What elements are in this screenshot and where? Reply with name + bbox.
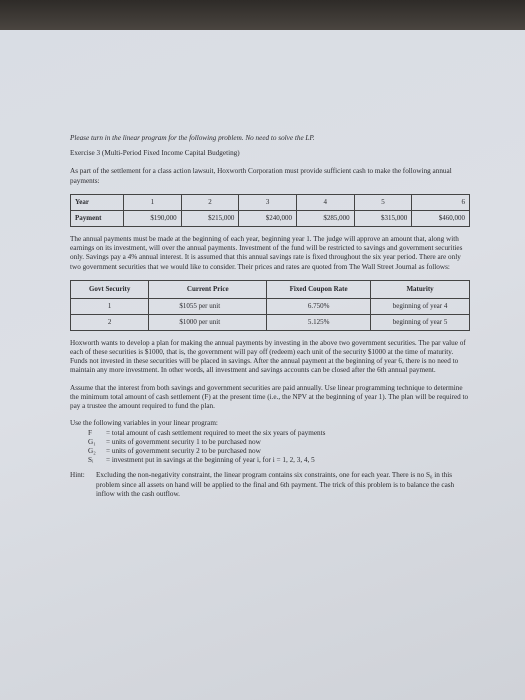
- price-cell: $1000 per unit: [149, 314, 267, 330]
- instructions-text: Please turn in the linear program for the following problem. No need to solve the LP.: [70, 134, 315, 142]
- column-header: Govt Security: [71, 280, 149, 298]
- variable-symbol: F: [88, 428, 92, 437]
- variable-symbol: G₁: [88, 437, 96, 446]
- security-cell: 1: [71, 298, 149, 314]
- payment-header: Payment: [71, 210, 124, 226]
- maturity-cell: beginning of year 4: [371, 298, 470, 314]
- table-row: [71, 314, 470, 330]
- payment-rules-paragraph: The annual payments must be made at the beginning of each year, beginning year 1. The judge will approve an amount that, along with earnings on its investment, will over the annual payments. Investment of the fund will be restricted to savings and government securities only. Savings pay a 4% annual interest. It is assumed that this annual savings rate is fixed throughout the six year period. There are only two government securities that we would like to consider. Their prices and rates are quoted from The Wall Street Journal as follows:: [70, 234, 463, 271]
- year-cell: 6: [412, 194, 470, 210]
- year-cell: 4: [296, 194, 354, 210]
- payment-cell: $315,000: [354, 210, 412, 226]
- variable-desc: = units of government security 2 to be purchased now: [106, 446, 261, 455]
- payment-cell: $215,000: [181, 210, 239, 226]
- year-cell: 3: [239, 194, 297, 210]
- payments-table: [70, 194, 470, 227]
- hint-block: [70, 471, 470, 499]
- table-row: [71, 210, 470, 226]
- year-cell: 1: [124, 194, 182, 210]
- list-item: [88, 456, 470, 465]
- assumption-paragraph: Assume that the interest from both savings and government securities are paid annually. Use linear programming technique to determine the minimum total amount of cash settlement (F) at the present time (i.e., the NPV at the beginning of year 1). The plan will be required to pay a trustee the amount required to fund the plan.: [70, 383, 469, 411]
- hint-label: Hint:: [70, 471, 85, 480]
- variables-intro: Use the following variables in your linear program:: [70, 419, 218, 428]
- list-item: [88, 429, 470, 438]
- payment-cell: $460,000: [412, 210, 470, 226]
- background-shadow: [0, 0, 525, 30]
- payment-cell: $285,000: [296, 210, 354, 226]
- coupon-cell: 5.125%: [267, 314, 371, 330]
- hint-text: Excluding the non-negativity constraint, the linear program contains six constraints, one for each year. There is no S₆ in this problem since all assets on hand will be applied to the final and 6th payment. The trick of this problem is to balance the cash inflow with the cash outflow.: [96, 471, 455, 498]
- variable-desc: = investment put in savings at the beginning of year i, for i = 1, 2, 3, 4, 5: [106, 456, 315, 465]
- price-cell: $1055 per unit: [149, 298, 267, 314]
- list-item: [88, 447, 470, 456]
- column-header: Current Price: [149, 280, 267, 298]
- variable-desc: = total amount of cash settlement required to meet the six years of payments: [106, 428, 326, 437]
- coupon-cell: 6.750%: [267, 298, 371, 314]
- table-row: [71, 194, 470, 210]
- plan-paragraph: Hoxworth wants to develop a plan for making the annual payments by investing in the above two government securities. The par value of each of these securities is $1000, that is, the government will pay off (redeem) each unit of the security $1000 at the time of maturity. Funds not invested in these securities will be placed in savings. After the annual payment at the beginning of year 6, there is no need to maintain any more investment. In other words, all investment and savings accounts can be closed after the 6th annual payment.: [70, 338, 466, 375]
- column-header: Fixed Coupon Rate: [267, 280, 371, 298]
- payment-cell: $190,000: [124, 210, 182, 226]
- year-header: Year: [71, 194, 124, 210]
- list-item: [88, 438, 470, 447]
- security-cell: 2: [71, 314, 149, 330]
- variable-symbol: Sᵢ: [88, 456, 94, 465]
- variable-desc: = units of government security 1 to be purchased now: [106, 437, 261, 446]
- variables-list: [88, 429, 470, 466]
- document-body: [70, 134, 470, 499]
- intro-paragraph: As part of the settlement for a class action lawsuit, Hoxworth Corporation must provide sufficient cash to make the following annual payments:: [70, 167, 452, 185]
- securities-table: [70, 280, 470, 331]
- year-cell: 2: [181, 194, 239, 210]
- exercise-title: Exercise 3 (Multi-Period Fixed Income Capital Budgeting): [70, 149, 240, 158]
- payment-cell: $240,000: [239, 210, 297, 226]
- maturity-cell: beginning of year 5: [371, 314, 470, 330]
- year-cell: 5: [354, 194, 412, 210]
- table-row: [71, 298, 470, 314]
- variable-symbol: G₂: [88, 446, 96, 455]
- table-row: [71, 280, 470, 298]
- column-header: Maturity: [371, 280, 470, 298]
